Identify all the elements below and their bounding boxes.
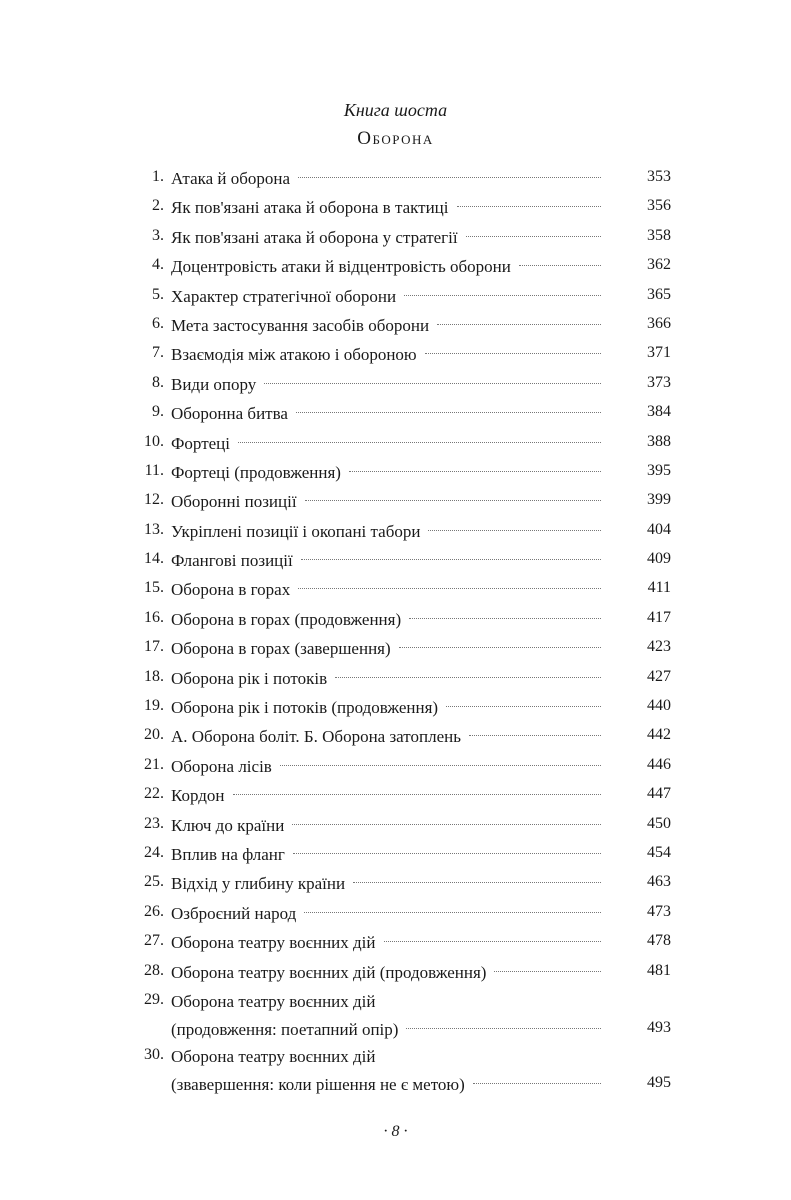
chapter-title-block (171, 842, 601, 868)
chapter-title-block (171, 960, 601, 986)
chapter-title-block (171, 313, 601, 339)
dot-leader (494, 971, 601, 972)
chapter-title-block (171, 607, 601, 633)
page-reference: 417 (647, 608, 671, 626)
chapter-title-line (171, 195, 601, 221)
toc-entry (0, 754, 791, 783)
chapter-number: 19. (144, 697, 164, 715)
chapter-title: Кордон (171, 786, 225, 806)
chapter-title: Відхід у глибину країни (171, 874, 346, 894)
chapter-title-block (171, 225, 601, 251)
chapter-number: 21. (144, 755, 164, 773)
chapter-title: Флангові позиції (171, 551, 293, 571)
chapter-title-block (171, 489, 601, 515)
toc-entry (0, 166, 791, 195)
chapter-title-line (171, 313, 601, 339)
page-reference: 478 (647, 932, 671, 950)
chapter-title-line (171, 1017, 601, 1043)
dot-leader (298, 588, 601, 589)
dot-leader (399, 647, 601, 648)
dot-leader (428, 530, 601, 531)
page-reference: 373 (647, 373, 671, 391)
page-reference: 409 (647, 550, 671, 568)
dot-leader (296, 412, 601, 413)
page-reference: 446 (647, 755, 671, 773)
chapter-number: 23. (144, 814, 164, 832)
chapter-number: 5. (152, 285, 164, 303)
toc-entry (0, 901, 791, 930)
toc-entry (0, 577, 791, 606)
chapter-title-block (171, 519, 601, 545)
chapter-title-line (171, 460, 601, 486)
chapter-title: Атака й оборона (171, 169, 291, 188)
chapter-title: Як пов'язані атака й оборона в тактиці (171, 198, 449, 218)
chapter-title-block (171, 666, 601, 692)
dot-leader (473, 1083, 601, 1084)
chapter-title-line (171, 607, 601, 633)
chapter-title-block (171, 754, 601, 780)
chapter-title: Озброєний народ (171, 903, 297, 923)
chapter-title-line (171, 1072, 601, 1098)
dot-leader (404, 295, 601, 296)
chapter-number: 30. (144, 1045, 164, 1063)
toc-entry (0, 519, 791, 548)
chapter-number: 25. (144, 873, 164, 891)
chapter-title: Як пов'язані атака й оборона у стратегії (171, 227, 458, 247)
chapter-number: 18. (144, 667, 164, 685)
page-reference: 447 (647, 785, 671, 803)
dot-leader (301, 559, 601, 560)
dot-leader (264, 383, 601, 384)
toc-entry (0, 342, 791, 371)
chapter-title: Оборона лісів (171, 756, 272, 776)
toc-entry (0, 666, 791, 695)
page-reference: 463 (647, 873, 671, 891)
page-reference: 365 (647, 285, 671, 303)
chapter-title-block (171, 783, 601, 809)
chapter-title: Ключ до країни (171, 815, 285, 835)
toc-entry (0, 695, 791, 724)
dot-leader (409, 618, 601, 619)
chapter-title-line (171, 225, 601, 251)
toc-entry (0, 724, 791, 753)
chapter-title-block (171, 724, 601, 750)
toc-entry (0, 431, 791, 460)
page-reference: 481 (647, 961, 671, 979)
chapter-title: Оборона рік і потоків (продовження) (171, 698, 439, 718)
page-reference: 366 (647, 314, 671, 332)
chapter-title-block (171, 871, 601, 897)
page-reference: 423 (647, 638, 671, 656)
toc-entry (0, 842, 791, 871)
chapter-title-line (171, 754, 601, 780)
chapter-title: Оборона в горах (171, 580, 291, 600)
chapter-title-block (171, 342, 601, 368)
chapter-number: 26. (144, 902, 164, 920)
chapter-number: 8. (152, 373, 164, 391)
dot-leader (437, 324, 601, 325)
chapter-title: Оборона театру воєнних дій (171, 1046, 376, 1066)
chapter-title-block (171, 195, 601, 221)
chapter-title-line (171, 548, 601, 574)
toc-entry (0, 989, 791, 1044)
toc-entry (0, 636, 791, 665)
chapter-title: Фортеці (171, 433, 231, 453)
page-reference: 395 (647, 461, 671, 479)
chapter-title: Взаємодія між атакою і обороною (171, 345, 417, 365)
chapter-title-line (171, 813, 601, 839)
chapter-title-block (171, 401, 601, 427)
chapter-title-block (171, 813, 601, 839)
dot-leader (298, 177, 601, 178)
toc-entry (0, 1044, 791, 1099)
chapter-title: А. Оборона боліт. Б. Оборона затоплень (171, 727, 461, 747)
toc-entry (0, 871, 791, 900)
dot-leader (335, 677, 601, 678)
dot-leader (292, 824, 601, 825)
chapter-title-line (171, 372, 601, 398)
chapter-title-line (171, 519, 601, 545)
chapter-title-block (171, 284, 601, 310)
dot-leader (349, 471, 601, 472)
chapter-title: Укріплені позиції і окопані табори (171, 521, 421, 541)
chapter-title: Вплив на фланг (171, 844, 285, 864)
page-reference: 404 (647, 520, 671, 538)
page-reference: 427 (647, 667, 671, 685)
chapter-number: 1. (152, 168, 164, 185)
toc-entry (0, 960, 791, 989)
dot-leader (519, 265, 601, 266)
chapter-number: 28. (144, 961, 164, 979)
chapter-title: Характер стратегічної оборони (171, 286, 397, 306)
dot-leader (305, 500, 601, 501)
chapter-number: 6. (152, 314, 164, 332)
chapter-title: Мета застосування засобів оборони (171, 315, 430, 335)
toc-entry (0, 930, 791, 959)
chapter-title: Оборона рік і потоків (171, 668, 328, 688)
chapter-number: 17. (144, 638, 164, 656)
chapter-title: Оборона в горах (завершення) (171, 639, 391, 659)
chapter-title-line (171, 636, 601, 662)
chapter-number: 14. (144, 550, 164, 568)
dot-leader (304, 912, 601, 913)
chapter-title-line (171, 666, 601, 692)
chapter-title-line (171, 254, 601, 280)
page-reference: 454 (647, 843, 671, 861)
page-reference: 495 (647, 1073, 671, 1091)
chapter-title-line (171, 401, 601, 427)
page-reference: 358 (647, 226, 671, 244)
chapter-title: Оборонна битва (171, 404, 288, 424)
chapter-title-block (171, 166, 601, 192)
chapter-title: (продовження: поетапний опір) (171, 1019, 399, 1039)
chapter-title-block (171, 636, 601, 662)
chapter-title: Оборона театру воєнних дій (171, 933, 376, 953)
chapter-title-line (171, 783, 601, 809)
toc-entry (0, 607, 791, 636)
chapter-number: 9. (152, 403, 164, 421)
page-number: · 8 · (383, 1123, 408, 1140)
page-reference: 493 (647, 1018, 671, 1036)
chapter-number: 27. (144, 932, 164, 950)
chapter-title: Оборонні позиції (171, 492, 297, 512)
dot-leader (469, 735, 601, 736)
chapter-title-line (171, 166, 601, 192)
toc-entry (0, 548, 791, 577)
toc-entry (0, 195, 791, 224)
chapter-title-line (171, 960, 601, 986)
chapter-title-block (171, 431, 601, 457)
chapter-number: 24. (144, 843, 164, 861)
dot-leader (280, 765, 601, 766)
chapter-title-line (171, 1044, 601, 1072)
page-reference: 371 (647, 344, 671, 362)
chapter-number: 13. (144, 520, 164, 538)
chapter-number: 22. (144, 785, 164, 803)
chapter-title-block (171, 989, 601, 1043)
chapter-title-block (171, 695, 601, 721)
toc-entry (0, 225, 791, 254)
toc-entry (0, 284, 791, 313)
toc-entry (0, 401, 791, 430)
chapter-title: Фортеці (продовження) (171, 462, 341, 482)
chapter-number: 2. (152, 197, 164, 215)
toc-entry (0, 254, 791, 283)
chapter-title-line (171, 342, 601, 368)
page-reference: 411 (647, 579, 671, 597)
chapter-title-line (171, 871, 601, 897)
toc-entry (0, 783, 791, 812)
dot-leader (238, 442, 601, 443)
chapter-number: 29. (144, 990, 164, 1008)
dot-leader (406, 1028, 601, 1029)
dot-leader (457, 206, 601, 207)
chapter-title-line (171, 431, 601, 457)
chapter-number: 4. (152, 256, 164, 274)
book-label: Книга шоста (343, 100, 448, 120)
chapter-title: Оборона театру воєнних дій (171, 991, 376, 1011)
chapter-number: 12. (144, 491, 164, 509)
chapter-number: 7. (152, 344, 164, 362)
dot-leader (466, 236, 601, 237)
page-reference: 388 (647, 432, 671, 450)
chapter-title-block (171, 1044, 601, 1098)
dot-leader (384, 941, 602, 942)
chapter-title-block (171, 372, 601, 398)
dot-leader (293, 853, 601, 854)
table-of-contents (0, 166, 791, 1099)
chapter-number: 16. (144, 608, 164, 626)
chapter-title-line (171, 930, 601, 956)
page-reference: 442 (647, 726, 671, 744)
chapter-title-line (171, 989, 601, 1017)
toc-entry (0, 460, 791, 489)
chapter-title-line (171, 724, 601, 750)
page-reference: 384 (647, 403, 671, 421)
chapter-number: 10. (144, 432, 164, 450)
chapter-title: Види опору (171, 374, 257, 394)
chapter-number: 11. (144, 461, 164, 479)
chapter-title-line (171, 489, 601, 515)
chapter-title: Оборона театру воєнних дій (продовження) (171, 962, 487, 982)
chapter-title-block (171, 930, 601, 956)
dot-leader (233, 794, 601, 795)
page-reference: 440 (647, 697, 671, 715)
chapter-title: (звавершення: коли рішення не є метою) (171, 1074, 465, 1094)
page-reference: 399 (647, 491, 671, 509)
page-reference: 362 (647, 256, 671, 274)
chapter-title-block (171, 254, 601, 280)
chapter-title-block (171, 548, 601, 574)
chapter-title-line (171, 842, 601, 868)
dot-leader (446, 706, 601, 707)
page-reference: 356 (647, 197, 671, 215)
dot-leader (353, 882, 601, 883)
page-reference: 450 (647, 814, 671, 832)
chapter-title-line (171, 901, 601, 927)
chapter-number: 20. (144, 726, 164, 744)
toc-entry (0, 489, 791, 518)
chapter-number: 15. (144, 579, 164, 597)
chapter-title-line (171, 577, 601, 603)
chapter-title-block (171, 577, 601, 603)
chapter-title-block (171, 901, 601, 927)
toc-entry (0, 313, 791, 342)
chapter-title-line (171, 284, 601, 310)
chapter-title-block (171, 460, 601, 486)
chapter-title-line (171, 695, 601, 721)
toc-entry (0, 813, 791, 842)
page-reference: 473 (647, 902, 671, 920)
part-title: Оборона (357, 128, 434, 149)
toc-entry (0, 372, 791, 401)
page-reference: 353 (647, 168, 671, 185)
dot-leader (425, 353, 601, 354)
chapter-title: Доцентровість атаки й відцентровість оборони (171, 257, 511, 277)
chapter-title: Оборона в горах (продовження) (171, 609, 402, 629)
chapter-number: 3. (152, 226, 164, 244)
